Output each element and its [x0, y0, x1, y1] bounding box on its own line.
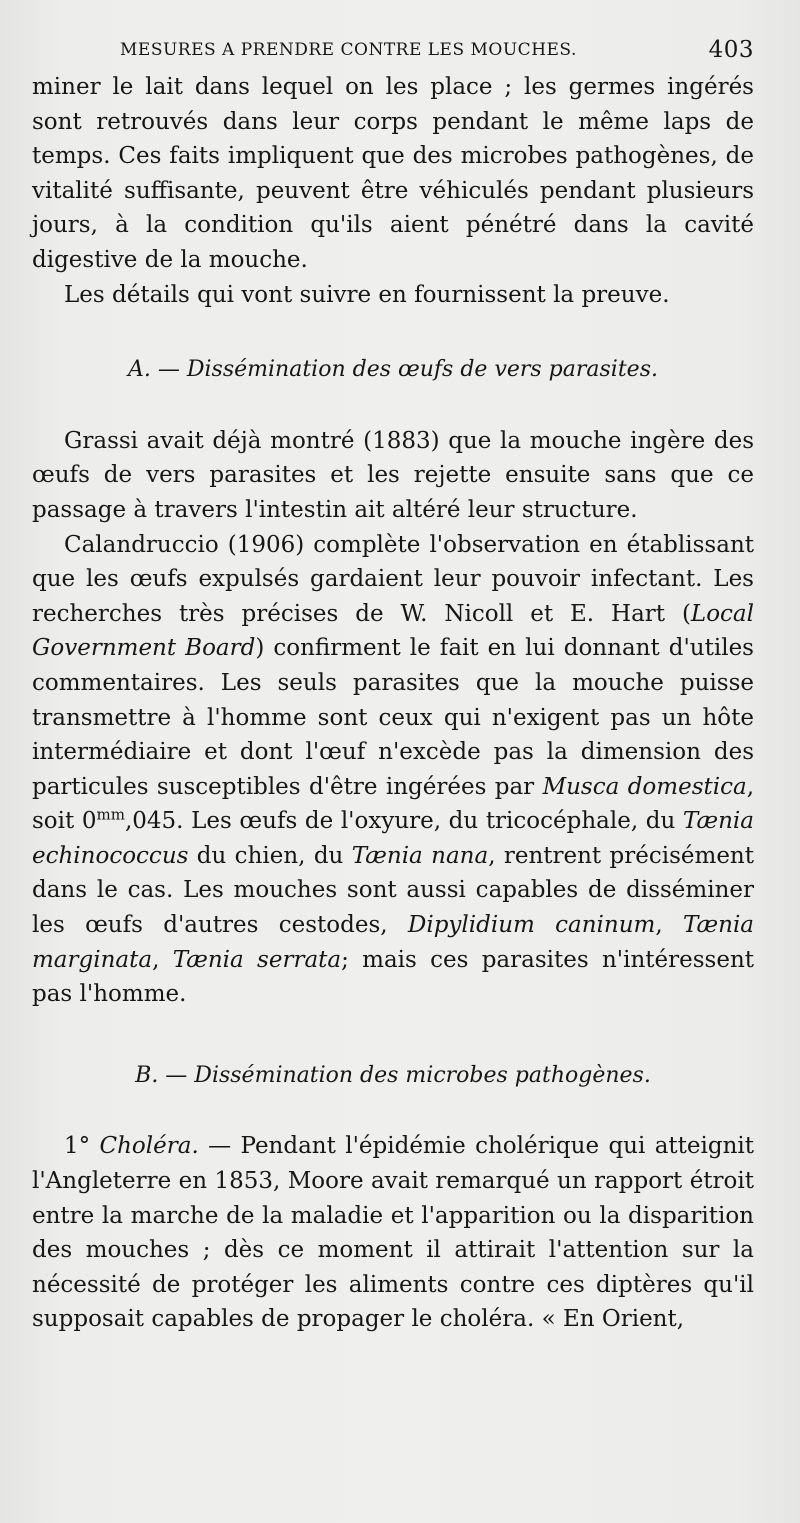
- running-title: MESURES A PRENDRE CONTRE LES MOUCHES.: [120, 40, 577, 60]
- text-run: ) confirment le fait en lui donnant d'utiles commentaires. Les seuls parasites que la mouche puisse transmettre à l'homme sont ceux qui n'exigent pas un hôte intermédiaire et dont l'œuf n'excède pas la dimension des particules susceptibles d'être ingérées par: [32, 635, 754, 800]
- running-head: [32, 30, 754, 70]
- italic-run: Tænia serrata: [172, 946, 342, 973]
- section-heading-b: B. — Dissémination des microbes pathogènes.: [135, 1062, 651, 1088]
- paragraph-5: [32, 1129, 754, 1337]
- paragraph-2: Les détails qui vont suivre en fournissent la preuve.: [64, 281, 670, 308]
- text-run: ; mais ces parasites n'intéressent pas l'homme.: [32, 946, 755, 1008]
- italic-run: Local Government Board: [32, 600, 754, 662]
- body-text: [32, 70, 754, 1337]
- text-run: Calandruccio (1906) complète l'observation en établissant que les œufs expulsés gardaient leur pouvoir infectant. Les recherches très précises de W. Nicoll et E. Hart (: [32, 531, 754, 627]
- text-run: 1°: [64, 1133, 100, 1160]
- text-run: ,: [152, 946, 173, 973]
- italic-run: Choléra.: [99, 1133, 199, 1160]
- paragraph-4: [32, 528, 754, 1012]
- italic-run: Tænia nana: [351, 842, 489, 869]
- page-number: 403: [708, 37, 754, 63]
- superscript-unit: mm: [96, 805, 125, 824]
- italic-run: Dipylidium caninum: [407, 912, 656, 939]
- section-heading-a: A. — Dissémination des œufs de vers parasites.: [128, 357, 658, 383]
- paragraph-1: miner le lait dans lequel on les place ; les germes ingérés sont retrouvés dans leur corps pendant le même laps de temps. Ces faits impliquent que des microbes pathogènes, de vitalité suffisante, peuvent être véhiculés pendant plusieurs jours, à la condition qu'ils aient pénétré dans la cavité digestive de la mouche.: [32, 74, 754, 273]
- text-run: , rentrent précisément dans le cas. Les mouches sont aussi capables de disséminer les œufs d'autres cestodes,: [32, 842, 754, 939]
- text-run: ,045. Les œufs de l'oxyure, du tricocéphale, du: [124, 808, 683, 835]
- italic-run: Tænia marginata: [32, 912, 755, 973]
- paragraph-3: Grassi avait déjà montré (1883) que la mouche ingère des œufs de vers parasites et les rejette ensuite sans que ce passage à travers l'intestin ait altéré leur structure.: [32, 427, 754, 523]
- italic-run: Tænia echinococcus: [32, 808, 754, 869]
- italic-run: Musca domestica: [542, 773, 747, 800]
- text-run: , soit 0: [32, 773, 754, 835]
- text-run: — Pendant l'épidémie cholérique qui atteignit l'Angleterre en 1853, Moore avait remarqué un rapport étroit entre la marche de la maladie et l'apparition ou la disparition des mouches ; dès ce moment il attirait l'attention sur la nécessité de protéger les aliments contre ces diptères qu'il supposait capables de propager le choléra. « En Orient,: [32, 1133, 755, 1333]
- text-run: du chien, du: [188, 842, 352, 869]
- text-run: ,: [655, 912, 683, 939]
